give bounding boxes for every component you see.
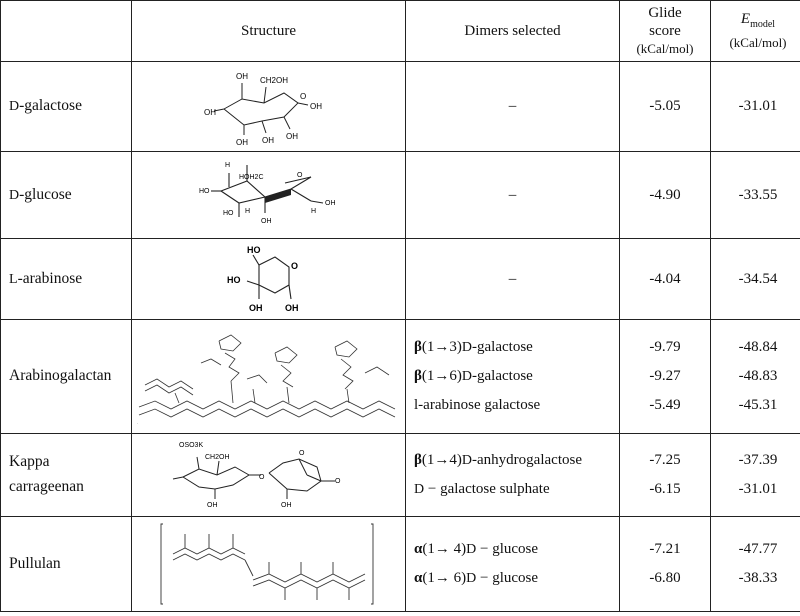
header-emodel-sub: model (750, 19, 776, 30)
dimer-prefix: D (461, 369, 473, 384)
row-arabinose (1, 239, 800, 320)
dimer-rest: -galactose (472, 339, 533, 355)
dimer-prefix: D (461, 340, 473, 355)
dimer-link: (1→ 4) (422, 541, 467, 557)
glide-cell (620, 517, 711, 612)
glide-cell: -5.05 (620, 62, 711, 152)
emodel-cell (711, 517, 800, 612)
name-rest: -galactose (19, 97, 82, 115)
dimer-item (414, 333, 619, 362)
dimer-prefix: D (414, 482, 425, 497)
gal-o: O (299, 91, 306, 101)
dimer-item (414, 564, 619, 593)
arabinogalactan-structure-icon (135, 323, 403, 431)
dimer-rest: -anhydrogalactose (472, 452, 582, 468)
dimer-link: (1→ 6) (422, 570, 467, 586)
emodel-cell: -31.01 (711, 62, 800, 152)
carr-ch2oh: CH2OH (204, 454, 230, 461)
ara-ho-2: HO (226, 275, 240, 285)
glucose-structure-icon (199, 155, 339, 235)
gal-oh-2: OH (203, 107, 216, 117)
name-rest: -arabinose (17, 269, 83, 287)
header-glide-line1: Glide (648, 5, 682, 21)
emodel-value: -47.77 (738, 541, 778, 557)
name-prefix: D (9, 187, 20, 203)
glu-h-1: H (224, 162, 230, 169)
dimer-rest: l-arabinose galactose (414, 397, 541, 413)
dimer-item (414, 362, 619, 391)
glide-cell: -4.04 (620, 239, 711, 320)
ara-o: O (290, 261, 298, 271)
gal-oh-1: OH (235, 71, 248, 81)
carr-so3k: OSO3K (178, 442, 203, 449)
ara-oh-1: OH (248, 303, 262, 313)
dimer-item (414, 391, 619, 420)
header-glide-line2: score (649, 23, 681, 39)
glu-hoh2c: HOH2C (238, 174, 264, 181)
glide-value: -9.79 (649, 339, 681, 355)
dimer-prefix: D (466, 571, 477, 586)
row-name (1, 239, 132, 320)
dimer-greek: α (414, 541, 423, 557)
glide-cell (620, 320, 711, 434)
header-row (1, 1, 800, 62)
name-line2: carrageenan (9, 478, 84, 495)
emodel-value: -31.01 (738, 481, 778, 497)
glide-value: -7.21 (649, 541, 681, 557)
dimer-greek: β (414, 368, 422, 384)
row-arabinogalactan (1, 320, 800, 434)
glide-value: -5.49 (649, 397, 681, 413)
header-structure: Structure (132, 1, 406, 62)
header-emodel-symbol: E (740, 11, 751, 27)
emodel-value: -48.83 (738, 368, 778, 384)
dimer-cell: – (406, 239, 620, 320)
dimer-greek: β (414, 452, 422, 468)
dimer-prefix: D (461, 453, 473, 468)
dimer-cell: – (406, 62, 620, 152)
carrageenan-structure-cell (132, 434, 406, 517)
dimer-rest: − glucose (476, 570, 539, 586)
ara-ho-1: HO (246, 245, 260, 255)
row-name (1, 434, 132, 517)
row-name: Arabinogalactan (1, 320, 132, 434)
dimer-cell (406, 517, 620, 612)
header-glide-unit: (kCal/mol) (636, 41, 694, 56)
carrageenan-structure-icon (169, 437, 369, 513)
pullulan-structure-icon (159, 520, 379, 608)
emodel-value: -37.39 (738, 452, 778, 468)
dimer-greek: α (414, 570, 423, 586)
emodel-cell: -34.54 (711, 239, 800, 320)
emodel-value: -48.84 (738, 339, 778, 355)
emodel-cell: -33.55 (711, 152, 800, 239)
galactose-structure-cell (132, 62, 406, 152)
arabinose-structure-cell (132, 239, 406, 320)
dimer-greek: β (414, 339, 422, 355)
glu-oh-2: OH (324, 200, 335, 207)
glide-value: -6.15 (649, 481, 681, 497)
header-name (1, 1, 132, 62)
glucose-structure-cell (132, 152, 406, 239)
dimer-item (414, 475, 619, 504)
dimer-link: (1→4) (421, 452, 462, 468)
row-galactose (1, 62, 800, 152)
svg-text:·: · (136, 420, 138, 426)
row-name: Pullulan (1, 517, 132, 612)
header-glide (620, 1, 711, 62)
dimer-rest: − glucose (476, 541, 539, 557)
svg-text:O: O (258, 474, 264, 481)
glide-cell: -4.90 (620, 152, 711, 239)
glu-ho-2: HO (222, 210, 233, 217)
row-pullulan (1, 517, 800, 612)
glide-value: -9.27 (649, 368, 681, 384)
dimer-cell (406, 434, 620, 517)
dimer-link: (1→3) (421, 339, 462, 355)
header-dimers: Dimers selected (406, 1, 620, 62)
pullulan-structure-cell (132, 517, 406, 612)
emodel-value: -45.31 (738, 397, 778, 413)
svg-text:O: O (298, 450, 304, 457)
row-name (1, 152, 132, 239)
dimer-link: (1→6) (421, 368, 462, 384)
emodel-value: -38.33 (738, 570, 778, 586)
row-kappa-carrageenan (1, 434, 800, 517)
header-emodel (711, 1, 800, 62)
name-rest: -glucose (19, 185, 72, 203)
emodel-cell (711, 320, 800, 434)
name-line1: Kappa (9, 453, 50, 471)
row-name (1, 62, 132, 152)
glu-ho-1: HO (198, 188, 209, 195)
galactose-structure-icon (204, 65, 334, 149)
glu-h-3: H (310, 208, 316, 215)
gal-oh-6: OH (309, 101, 322, 111)
row-glucose (1, 152, 800, 239)
name-prefix: L (9, 271, 18, 287)
gal-ch2oh: CH2OH (259, 75, 288, 85)
header-emodel-unit: (kCal/mol) (729, 35, 787, 50)
dimer-item (414, 446, 619, 475)
dimer-rest: -galactose (472, 368, 533, 384)
glu-o: O (296, 172, 302, 179)
gal-oh-3: OH (235, 137, 248, 147)
glu-oh-1: OH (260, 218, 271, 225)
gal-oh-4: OH (261, 135, 274, 145)
name-prefix: D (9, 99, 20, 115)
gal-oh-5: OH (285, 131, 298, 141)
emodel-cell (711, 434, 800, 517)
dimer-rest: − galactose sulphate (424, 481, 550, 497)
carr-oh-2: OH (280, 502, 291, 509)
glide-value: -7.25 (649, 452, 681, 468)
arabinose-structure-icon (219, 241, 319, 317)
dimer-cell (406, 320, 620, 434)
glide-value: -6.80 (649, 570, 681, 586)
dimer-item (414, 535, 619, 564)
svg-text:O: O (334, 478, 340, 485)
dimer-prefix: D (466, 542, 477, 557)
glu-h-2: H (244, 208, 250, 215)
carr-oh-1: OH (206, 502, 217, 509)
ara-oh-2: OH (284, 303, 298, 313)
dimer-cell: – (406, 152, 620, 239)
glide-cell (620, 434, 711, 517)
arabinogalactan-structure-cell (132, 320, 406, 434)
